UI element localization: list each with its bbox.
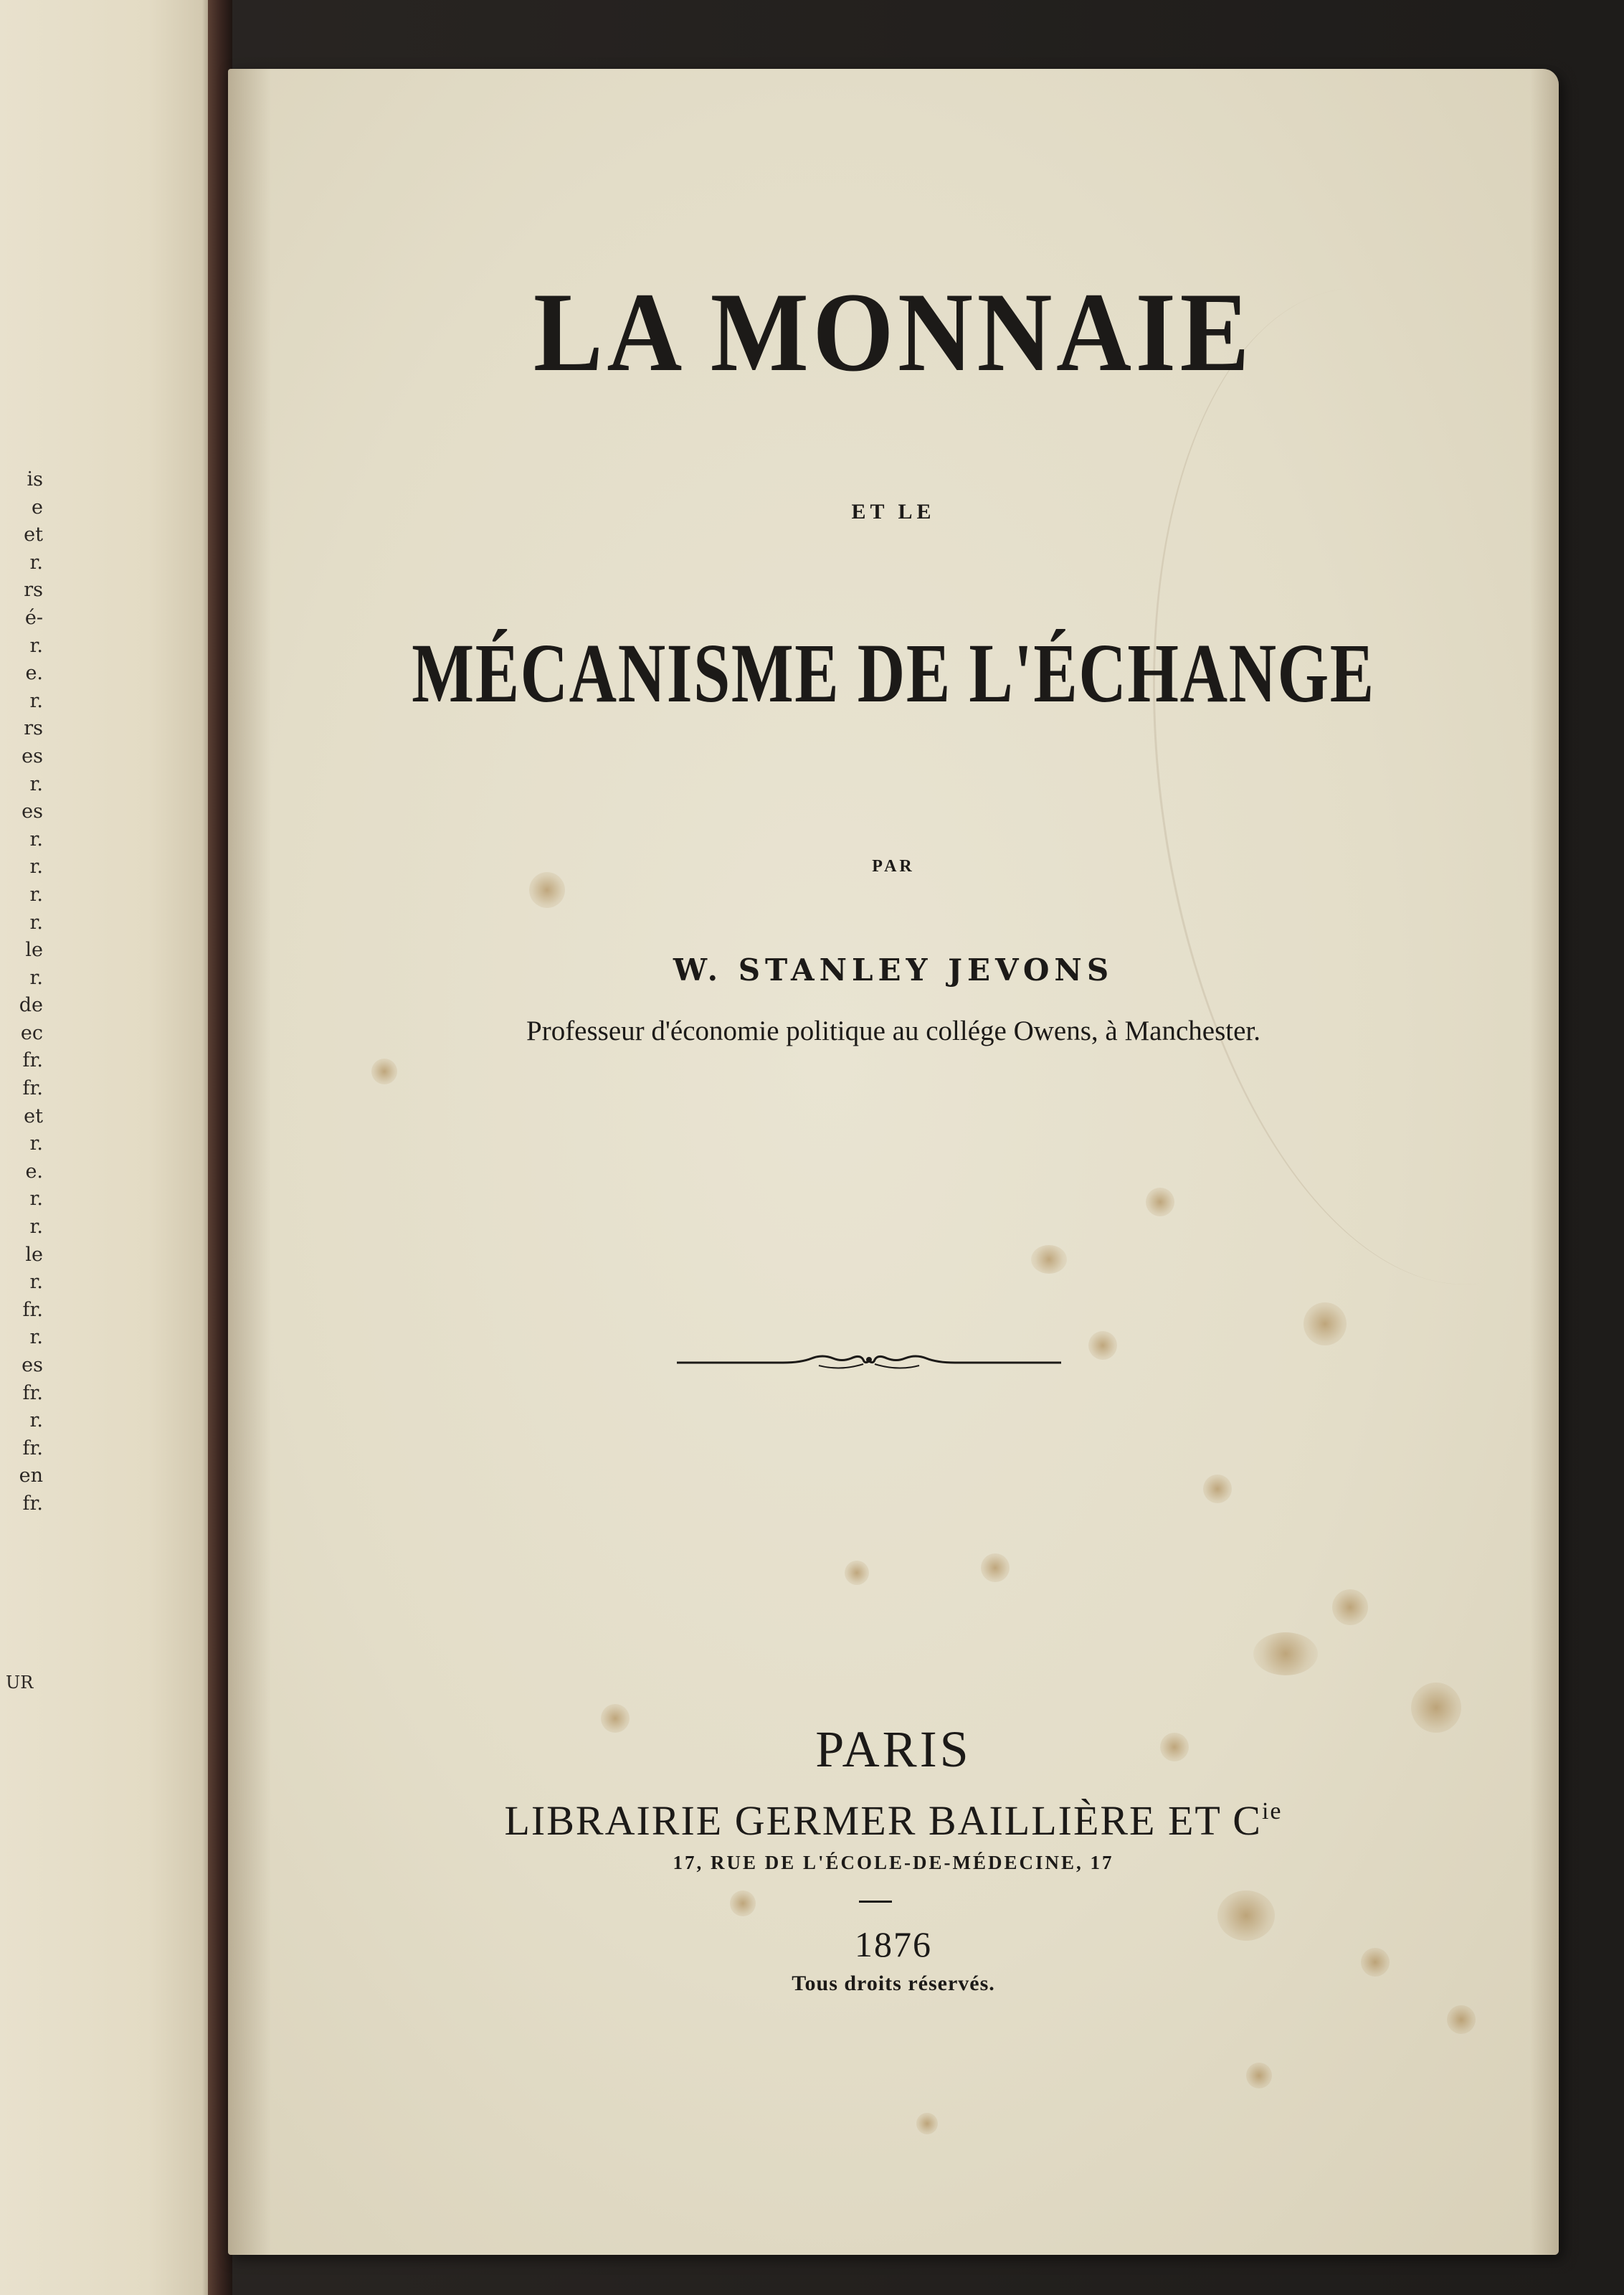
previous-page-line-fragment: es [22,800,43,823]
separator-dash [859,1901,892,1903]
book-title: LA MONNAIE [533,270,1254,395]
ornamental-rule-icon [675,1340,1063,1383]
previous-page-line-fragment: r. [29,1271,43,1294]
publisher-address: 17, RUE DE L'ÉCOLE-DE-MÉDECINE, 17 [673,1852,1114,1873]
previous-page-line-fragment: es [22,744,43,767]
publication-year: 1876 [855,1924,932,1964]
previous-page-line-fragment: rs [24,717,43,740]
previous-page-line-fragment: le [25,939,43,962]
page-fold-crease [1093,254,1559,1318]
previous-page-line-fragment: r. [29,1132,43,1155]
previous-page-line-fragment: r. [29,1216,43,1239]
previous-page-line-fragment: de [19,994,43,1017]
previous-page-line-fragment: et [24,524,43,546]
previous-page-line-fragment: fr. [22,1077,43,1100]
previous-page-line-fragment: le [25,1243,43,1266]
previous-page-line-fragment: r. [29,772,43,795]
previous-page-line-fragment: r. [29,551,43,574]
previous-page-line-fragment: r. [29,966,43,989]
previous-page-text-column [0,466,43,1518]
previous-page-line-fragment: e. [25,1160,43,1183]
book-subtitle: MÉCANISME DE L'ÉCHANGE [412,626,1375,720]
publisher-text: LIBRAIRIE GERMER BAILLIÈRE ET C [504,1797,1262,1844]
previous-page-line-fragment: r. [29,856,43,879]
publisher-name [228,1797,1559,1845]
previous-page-line-fragment: fr. [22,1049,43,1072]
previous-page-footer-fragment: UR [6,1672,34,1693]
previous-page-line-fragment: r. [29,1409,43,1432]
author-role: Professeur d'économie politique au collége Owens, à Manchester. [526,1016,1260,1046]
previous-page [0,0,212,2295]
previous-page-line-fragment: r. [29,689,43,712]
previous-page-line-fragment: rs [24,579,43,602]
previous-page-line-fragment: fr. [22,1381,43,1404]
previous-page-line-fragment: r. [29,634,43,657]
publication-city: PARIS [815,1721,972,1778]
previous-page-line-fragment: en [19,1464,43,1487]
author-name: W. STANLEY JEVONS [673,952,1114,988]
previous-page-line-fragment: ec [20,1021,43,1044]
previous-page-line-fragment: r. [29,1188,43,1211]
previous-page-line-fragment: fr. [22,1437,43,1459]
previous-page-line-fragment: fr. [22,1298,43,1321]
rights-notice: Tous droits réservés. [792,1972,995,1995]
previous-page-line-fragment: e [32,496,43,519]
previous-page-line-fragment: fr. [22,1492,43,1515]
publisher-superscript: ie [1261,1798,1283,1825]
by-label: PAR [872,857,915,876]
previous-page-line-fragment: es [22,1354,43,1376]
title-connector: ET LE [851,500,936,524]
previous-page-line-fragment: e. [25,662,43,685]
previous-page-line-fragment: et [24,1104,43,1127]
previous-page-line-fragment: r. [29,911,43,934]
previous-page-line-fragment: r. [29,883,43,906]
previous-page-line-fragment: r. [29,828,43,851]
previous-page-line-fragment: é- [24,606,43,629]
previous-page-line-fragment: is [27,468,43,491]
previous-page-line-fragment: r. [29,1326,43,1349]
